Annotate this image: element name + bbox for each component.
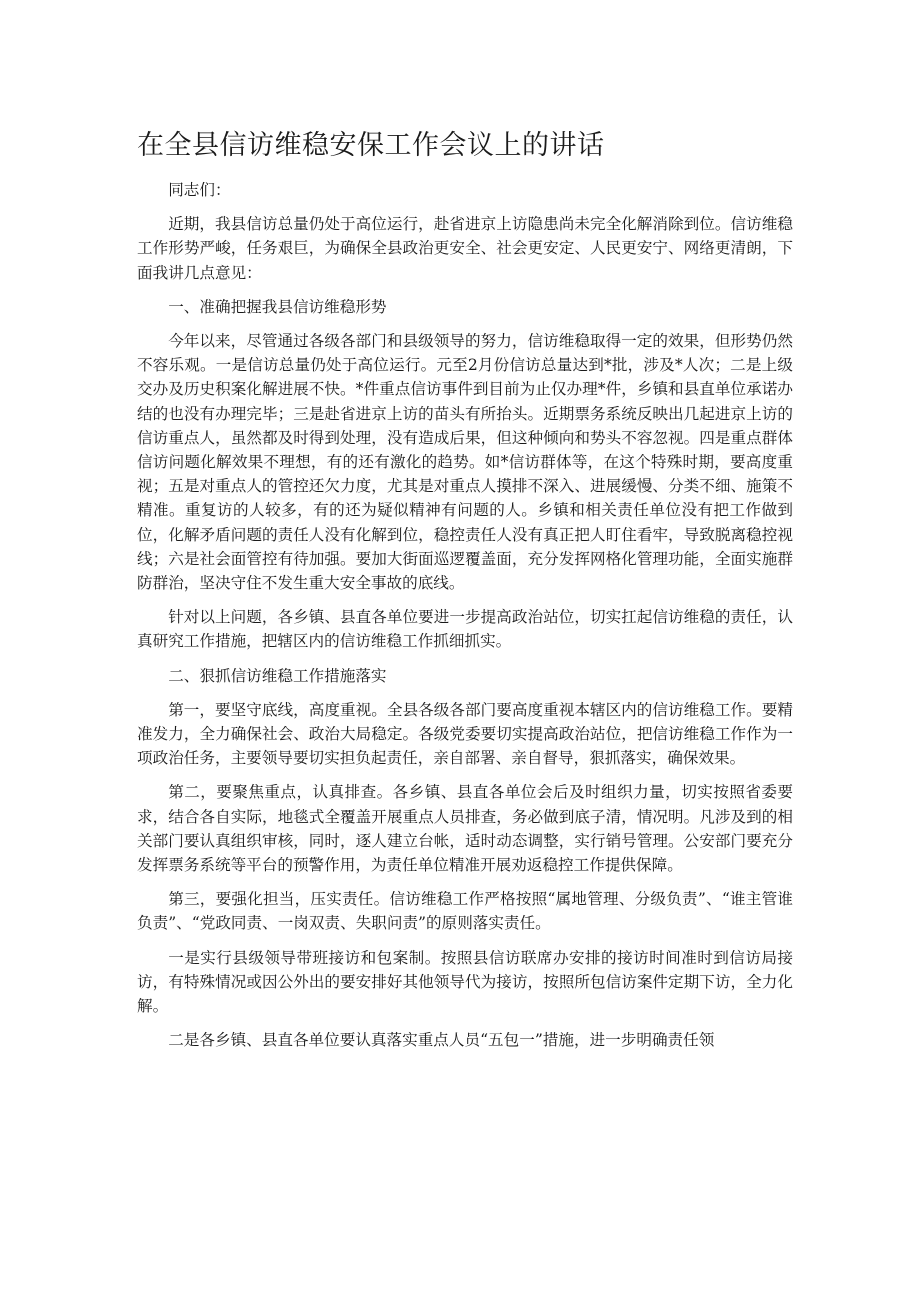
body-paragraph: 第二，要聚焦重点，认真排查。各乡镇、县直各单位会后及时组织力量，切实按照省委要求，结合各自实际，地毯式全覆盖开展重点人员排查，务必做到底子清，情况明。凡涉及到的相关部门要认真组织审核，同时，逐人建立台帐，适时动态调整，实行销号管理。公安部门要充分发挥票务系统等平台的预警作用，为责任单位精准开展劝返稳控工作提供保障。	[137, 783, 793, 875]
salutation: 同志们：	[168, 181, 231, 199]
document-title: 在全县信访维稳安保工作会议上的讲话	[137, 130, 605, 161]
body-paragraph: 针对以上问题，各乡镇、县直各单位要进一步提高政治站位，切实扛起信访维稳的责任，认真研究工作措施，把辖区内的信访维稳工作抓细抓实。	[137, 608, 793, 651]
section-heading-2: 二、狠抓信访维稳工作措施落实	[168, 666, 387, 685]
document-page	[137, 126, 793, 1063]
intro-paragraph: 近期，我县信访总量仍处于高位运行，赴省进京上访隐患尚未完全化解消除到位。信访维稳工作形势严峻，任务艰巨，为确保全县政治更安全、社会更安定、人民更安宁、网络更清朗，下面我讲几点意见：	[137, 215, 793, 282]
body-paragraph: 第三，要强化担当，压实责任。信访维稳工作严格按照“属地管理、分级负责”、“谁主管谁负责”、“党政同责、一岗双责、失职问责”的原则落实责任。	[137, 890, 793, 933]
section-heading-1: 一、准确把握我县信访维稳形势	[168, 297, 387, 316]
body-paragraph: 第一，要坚守底线，高度重视。全县各级各部门要高度重视本辖区内的信访维稳工作。要精准发力，全力确保社会、政治大局稳定。各级党委要切实提高政治站位，把信访维稳工作作为一项政治任务，主要领导要切实担负起责任，亲自部署、亲自督导，狠抓落实，确保效果。	[137, 700, 793, 768]
body-paragraph: 今年以来，尽管通过各级各部门和县级领导的努力，信访维稳取得一定的效果，但形势仍然不容乐观。一是信访总量仍处于高位运行。元至2月份信访总量达到*批，涉及*人次；二是上级交办及历史积案化解进展不快。*件重点信访事件到目前为止仅办理*件，乡镇和县直单位承诺办结的也没有办理完毕；三是赴省进京上访的苗头有所抬头。近期票务系统反映出几起进京上访的信访重点人，虽然都及时得到处理，没有造成后果，但这种倾向和势头不容忽视。四是重点群体信访问题化解效果不理想，有的还有激化的趋势。如*信访群体等，在这个特殊时期，要高度重视；五是对重点人的管控还欠力度，尤其是对重点人摸排不深入、进展缓慢、分类不细、施策不精准。重复访的人较多，有的还为疑似精神有问题的人。乡镇和相关责任单位没有把工作做到位，化解矛盾问题的责任人没有化解到位，稳控责任人没有真正把人盯住看牢，导致脱离稳控视线；六是社会面管控有待加强。要加大街面巡逻覆盖面，充分发挥网格化管理功能，全面实施群防群治，坚决守住不发生重大安全事故的底线。	[137, 332, 793, 593]
body-paragraph: 一是实行县级领导带班接访和包案制。按照县信访联席办安排的接访时间准时到信访局接访，有特殊情况或因公外出的要安排好其他领导代为接访，按照所包信访案件定期下访，全力化解。	[137, 948, 793, 1016]
body-paragraph: 二是各乡镇、县直各单位要认真落实重点人员“五包一”措施，进一步明确责任领	[168, 1031, 715, 1050]
